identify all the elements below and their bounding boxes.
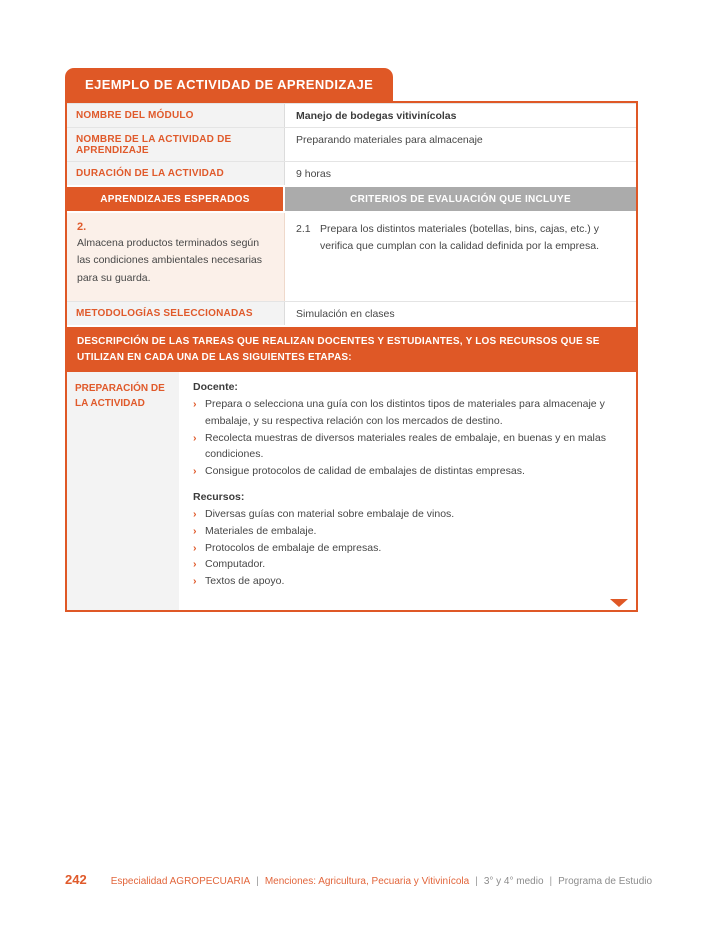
footer-separator: |: [549, 876, 553, 887]
row-value: Manejo de bodegas vitivinícolas: [296, 110, 457, 122]
table-header-row: [67, 185, 636, 211]
chevron-bullet-icon: ›: [193, 398, 197, 410]
learning-text: Almacena productos terminados según las condiciones ambientales necesarias para su guarda.: [77, 237, 263, 284]
list-item-text: Consigue protocolos de calidad de embalajes de distintas empresas.: [205, 465, 525, 478]
learning-criteria-row: [67, 211, 636, 301]
footer-separator: |: [256, 876, 259, 887]
list-item-text: Materiales de embalaje.: [205, 524, 317, 537]
recursos-heading: Recursos:: [193, 490, 245, 503]
list-item: [193, 556, 622, 573]
row-label: DURACIÓN DE LA ACTIVIDAD: [67, 162, 285, 185]
evaluation-criteria-header: CRITERIOS DE EVALUACIÓN QUE INCLUYE: [285, 187, 636, 211]
docente-bullet-list: [193, 396, 622, 480]
methodology-row: [67, 301, 636, 325]
methodology-value: Simulación en clases: [296, 308, 395, 320]
activity-example-badge: EJEMPLO DE ACTIVIDAD DE APRENDIZAJE: [65, 68, 393, 101]
footer-separator: |: [475, 876, 478, 887]
criterion: [296, 221, 625, 255]
list-item: [193, 430, 622, 464]
list-item: [193, 463, 622, 480]
recursos-bullet-list: [193, 506, 622, 590]
criterion-cell: [285, 213, 636, 301]
criterion-number: 2.1: [296, 223, 311, 235]
list-item-text: Textos de apoyo.: [205, 575, 285, 588]
row-label: NOMBRE DE LA ACTIVIDAD DE APRENDIZAJE: [67, 128, 285, 161]
stage-content: [179, 372, 636, 610]
list-item-text: Computador.: [205, 558, 266, 571]
footer-program: Programa de Estudio: [558, 876, 653, 887]
chevron-bullet-icon: ›: [193, 541, 197, 554]
expected-learning-cell: [67, 213, 285, 301]
list-item: [193, 506, 622, 523]
list-item-text: Diversas guías con material sobre embalaje de vinos.: [205, 507, 455, 520]
chevron-bullet-icon: ›: [193, 524, 197, 537]
footer-mentions: Menciones: Agricultura, Pecuaria y Vitivinícola: [264, 876, 470, 887]
stage-label: PREPARACIÓN DE LA ACTIVIDAD: [67, 372, 179, 610]
list-item: [193, 573, 622, 590]
chevron-bullet-icon: ›: [193, 465, 197, 478]
footer-grade: 3° y 4° medio: [483, 876, 544, 887]
chevron-bullet-icon: ›: [193, 575, 197, 588]
table-row: [67, 161, 636, 185]
chevron-bullet-icon: ›: [193, 431, 197, 444]
expected-learnings-header: APRENDIZAJES ESPERADOS: [67, 187, 285, 211]
page-footer: [65, 872, 665, 887]
row-label: NOMBRE DEL MÓDULO: [67, 104, 285, 127]
chevron-bullet-icon: ›: [193, 558, 197, 571]
list-item: [193, 396, 622, 430]
table-row: [67, 103, 636, 127]
tasks-description-banner: DESCRIPCIÓN DE LAS TAREAS QUE REALIZAN DOCENTES Y ESTUDIANTES, Y LOS RECURSOS QUE SE UTILIZAN EN CADA UNA DE LAS SIGUIENTES ETAPAS:: [67, 325, 636, 372]
list-item-text: Recolecta muestras de diversos materiales reales de embalaje, en buenas y en malas condiciones.: [205, 431, 606, 461]
list-item-text: Prepara o selecciona una guía con los distintos tipos de materiales para almacenaje y embalaje, y su respectiva relación con los mercados de destino.: [205, 398, 605, 427]
footer-specialty: Especialidad AGROPECUARIA: [110, 876, 251, 887]
stage-row: [67, 372, 636, 610]
info-rows: [67, 103, 636, 185]
page-number: 242: [65, 872, 87, 887]
row-value: 9 horas: [296, 168, 332, 180]
activity-example-block: [65, 68, 638, 612]
criterion-text: Prepara los distintos materiales (botellas, bins, cajas, etc.) y verifica que cumplan con la calidad definida por la empresa.: [320, 223, 599, 252]
methodology-label: METODOLOGÍAS SELECCIONADAS: [67, 302, 285, 325]
chevron-bullet-icon: ›: [193, 507, 197, 520]
list-item: [193, 540, 622, 557]
learning-number: 2.: [77, 221, 87, 233]
list-item: [193, 523, 622, 540]
list-item-text: Protocolos de embalaje de empresas.: [205, 541, 382, 554]
continuation-arrow-icon: [610, 599, 628, 607]
table-row: [67, 127, 636, 161]
docente-heading: Docente:: [193, 381, 238, 393]
activity-table: [65, 101, 638, 612]
row-value: Preparando materiales para almacenaje: [296, 134, 483, 146]
